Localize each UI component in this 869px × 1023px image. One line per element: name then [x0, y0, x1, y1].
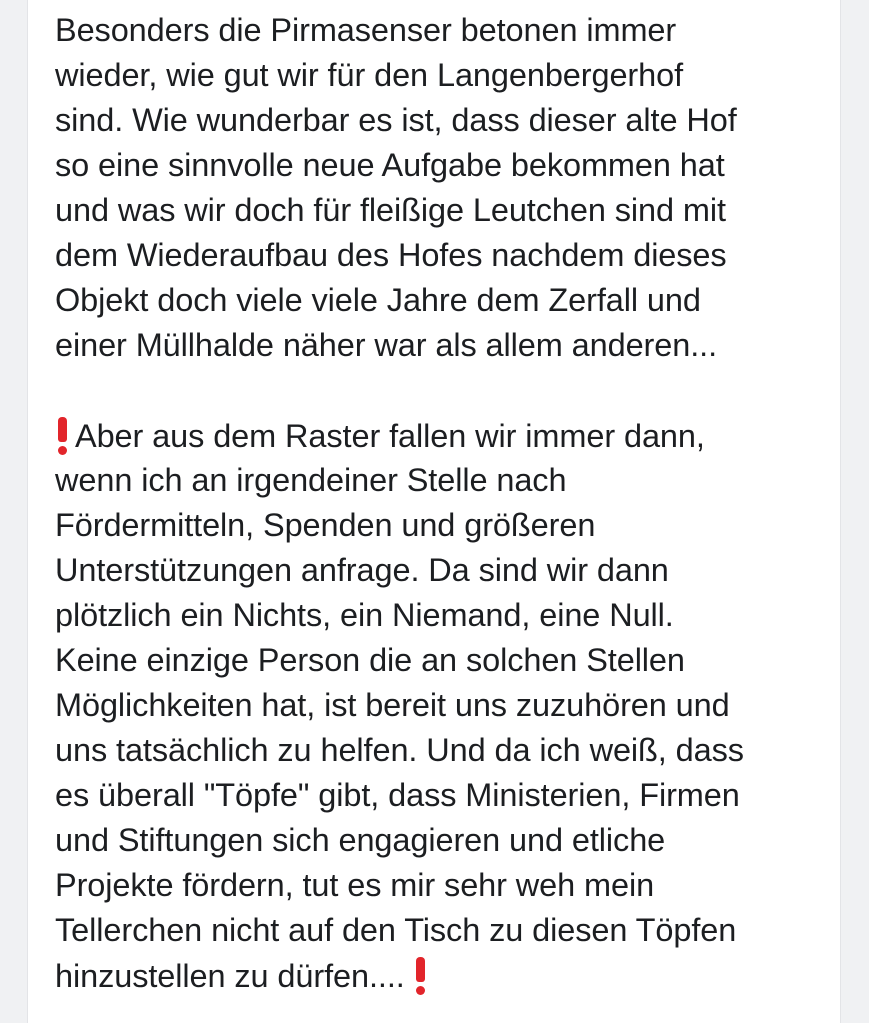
text-line: so eine sinnvolle neue Aufgabe bekommen hat [55, 147, 725, 183]
text-line [55, 953, 835, 998]
text-line: Tellerchen nicht auf den Tisch zu diesen Töpfen [55, 912, 737, 948]
text-line: dem Wiederaufbau des Hofes nachdem dieses [55, 237, 727, 273]
text-line: Unterstützungen anfrage. Da sind wir dann [55, 552, 669, 588]
text-line: und Stiftungen sich engagieren und etliche [55, 822, 666, 858]
text-line: Keine einzige Person die an solchen Stellen [55, 642, 685, 678]
text-line [55, 413, 835, 458]
text-line: Objekt doch viele viele Jahre dem Zerfall und [55, 282, 701, 318]
text-line: wenn ich an irgendeiner Stelle nach [55, 462, 567, 498]
post-card [27, 0, 841, 1023]
text-line: Möglichkeiten hat, ist bereit uns zuzuhören und [55, 687, 730, 723]
text-line: sind. Wie wunderbar es ist, dass dieser alte Hof [55, 102, 737, 138]
paragraph-gap [55, 368, 835, 413]
post-text [55, 8, 835, 998]
text-line: Besonders die Pirmasenser betonen immer [55, 12, 677, 48]
text-line-content: hinzustellen zu dürfen.... [55, 958, 405, 994]
text-line: Fördermitteln, Spenden und größeren [55, 507, 596, 543]
text-line: einer Müllhalde näher war als allem anderen... [55, 327, 718, 363]
red-exclamation-icon [413, 953, 427, 995]
red-exclamation-icon [55, 413, 69, 455]
text-line: es überall "Töpfe" gibt, dass Ministerien, Firmen [55, 777, 740, 813]
text-line: wieder, wie gut wir für den Langenbergerhof [55, 57, 684, 93]
text-line-content: Aber aus dem Raster fallen wir immer dann, [75, 418, 705, 454]
text-line: uns tatsächlich zu helfen. Und da ich weiß, dass [55, 732, 744, 768]
text-line: und was wir doch für fleißige Leutchen sind mit [55, 192, 726, 228]
text-line: plötzlich ein Nichts, ein Niemand, eine Null. [55, 597, 674, 633]
text-line: Projekte fördern, tut es mir sehr weh mein [55, 867, 655, 903]
